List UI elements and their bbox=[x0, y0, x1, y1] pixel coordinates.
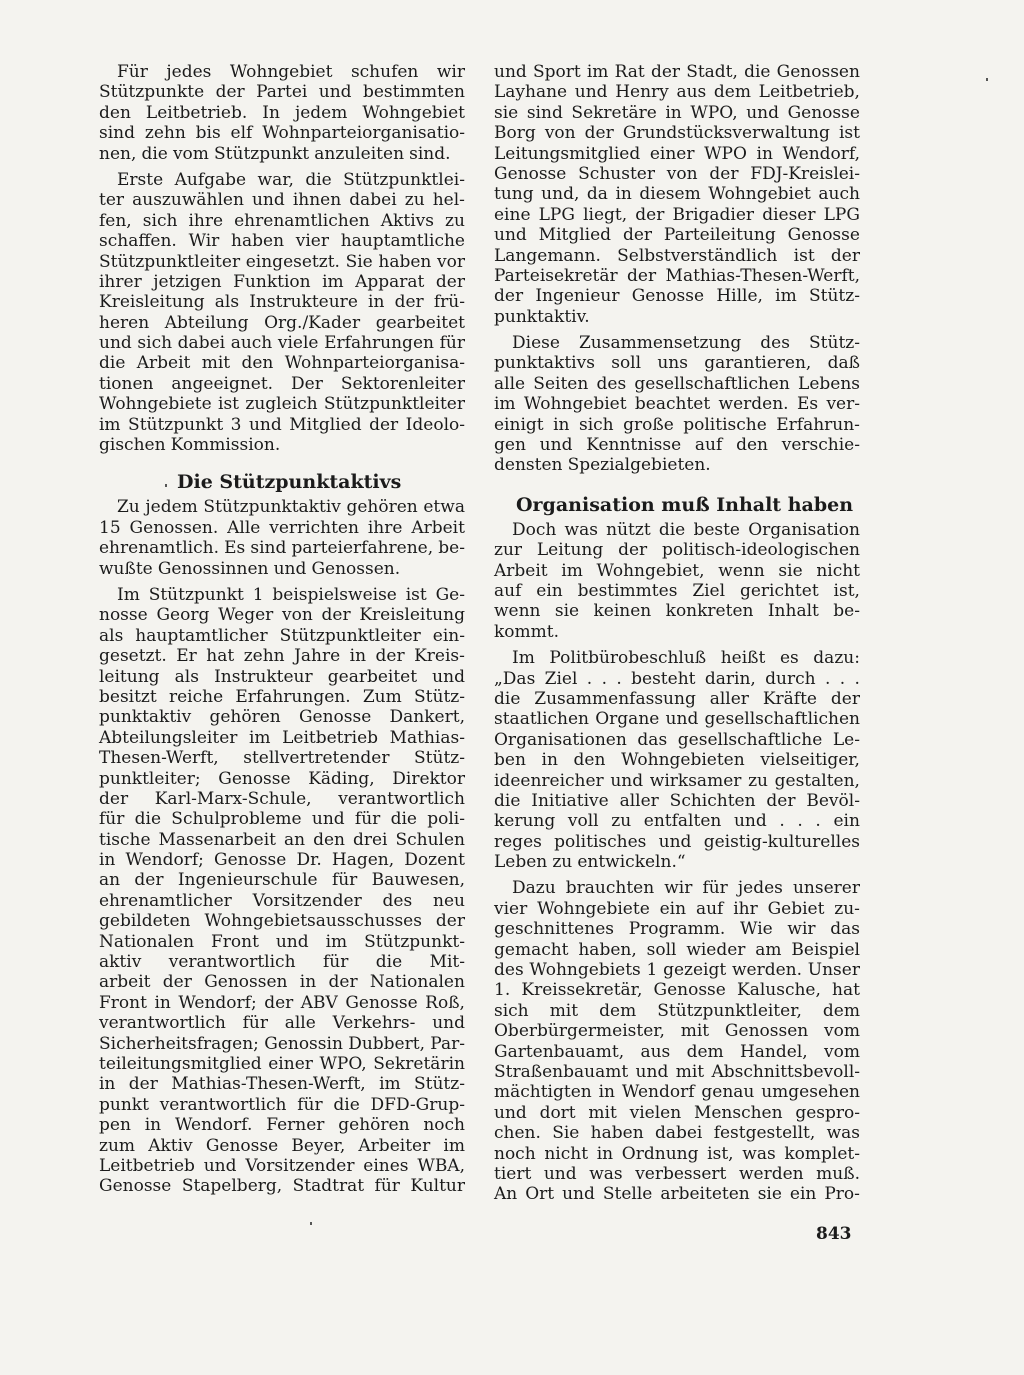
text-line: noch nicht in Ordnung ist, was komplet- bbox=[494, 1143, 860, 1164]
text-line: punktaktiv gehören Genosse Dankert, bbox=[99, 707, 465, 728]
text-line: Dazu brauchten wir für jedes unserer bbox=[512, 878, 860, 899]
text-line: Leitbetrieb und Vorsitzender eines WBA, bbox=[99, 1155, 465, 1176]
text-line: Organisationen das gesellschaftliche Le- bbox=[494, 729, 860, 750]
text-line: Front in Wendorf; der ABV Genosse Roß, bbox=[99, 992, 465, 1013]
text-line: besitzt reiche Erfahrungen. Zum Stütz- bbox=[99, 686, 465, 707]
text-line: teileitungsmitglied einer WPO, Sekretärin bbox=[99, 1053, 465, 1074]
text-line: staatlichen Organe und gesellschaftlichen bbox=[494, 709, 860, 730]
text-line: die Zusammenfassung aller Kräfte der bbox=[494, 688, 860, 709]
text-line: ehrenamtlich. Es sind parteierfahrene, be- bbox=[99, 538, 465, 559]
text-line: Arbeit im Wohngebiet, wenn sie nicht bbox=[494, 560, 860, 581]
text-line: densten Spezialgebieten. bbox=[494, 455, 711, 476]
text-line: kommt. bbox=[494, 621, 560, 642]
text-line: Gartenbauamt, aus dem Handel, vom bbox=[494, 1041, 860, 1062]
text-line: des Wohngebiets 1 gezeigt werden. Unser bbox=[494, 960, 860, 981]
text-line: punktleiter; Genosse Käding, Direktor bbox=[99, 768, 465, 789]
text-line: tische Massenarbeit an den drei Schulen bbox=[99, 829, 465, 850]
text-line: sich mit dem Stützpunktleiter, dem bbox=[494, 1000, 860, 1021]
text-line: nen, die vom Stützpunkt anzuleiten sind. bbox=[99, 143, 451, 164]
text-line: Langemann. Selbstverständlich ist der bbox=[494, 245, 860, 266]
section-heading: Die Stützpunktaktivs bbox=[177, 471, 402, 494]
text-line: heren Abteilung Org./Kader gearbeitet bbox=[99, 312, 465, 333]
text-line: „Das Ziel . . . besteht darin, durch . . . bbox=[494, 668, 860, 689]
text-line: mächtigten in Wendorf genau umgesehen bbox=[494, 1082, 860, 1103]
text-line: wenn sie keinen konkreten Inhalt be- bbox=[494, 601, 860, 622]
text-line: Layhane und Henry aus dem Leitbetrieb, bbox=[494, 82, 860, 103]
text-line: eine LPG liegt, der Brigadier dieser LPG bbox=[494, 204, 860, 225]
left-column bbox=[99, 62, 465, 1203]
text-line: ihrer jetzigen Funktion im Apparat der bbox=[99, 271, 465, 292]
text-line: die Arbeit mit den Wohnparteiorganisa- bbox=[99, 353, 465, 374]
text-line: 15 Genossen. Alle verrichten ihre Arbeit bbox=[99, 517, 465, 538]
text-line: an der Ingenieurschule für Bauwesen, bbox=[99, 870, 465, 891]
text-line: Kreisleitung als Instrukteure in der frü- bbox=[99, 292, 465, 313]
scan-speck bbox=[310, 1222, 312, 1225]
text-line: alle Seiten des gesellschaftlichen Lebens bbox=[494, 373, 860, 394]
text-line: der Karl-Marx-Schule, verantwortlich bbox=[99, 788, 465, 809]
text-line: verantwortlich für alle Verkehrs- und bbox=[99, 1013, 465, 1034]
text-line: Leitungsmitglied einer WPO in Wendorf, bbox=[494, 143, 860, 164]
text-line: punktaktivs soll uns garantieren, daß bbox=[494, 353, 860, 374]
text-line: in der Mathias-Thesen-Werft, im Stütz- bbox=[99, 1074, 465, 1095]
text-line: sie sind Sekretäre in WPO, und Genosse bbox=[494, 102, 860, 123]
text-line: tionen angeeignet. Der Sektorenleiter bbox=[99, 373, 465, 394]
text-line: Erste Aufgabe war, die Stützpunktlei- bbox=[117, 169, 465, 190]
text-line: für die Schulprobleme und für die poli- bbox=[99, 809, 465, 830]
text-line: Im Stützpunkt 1 beispielsweise ist Ge- bbox=[117, 584, 465, 605]
text-line: Sicherheitsfragen; Genossin Dubbert, Par- bbox=[99, 1033, 465, 1054]
text-line: zum Aktiv Genosse Beyer, Arbeiter im bbox=[99, 1135, 465, 1156]
text-line: ehrenamtlicher Vorsitzender des neu bbox=[99, 890, 465, 911]
paragraph bbox=[494, 333, 860, 476]
text-line: geschnittenes Programm. Wie wir das bbox=[494, 919, 860, 940]
text-line: und sich dabei auch viele Erfahrungen für bbox=[99, 333, 465, 354]
text-line: gen und Kenntnisse auf den verschie- bbox=[494, 435, 860, 456]
text-line: tung und, da in diesem Wohngebiet auch bbox=[494, 184, 860, 205]
text-line: Genosse Schuster von der FDJ-Kreislei- bbox=[494, 163, 860, 184]
text-line: im Wohngebiet beachtet werden. Es ver- bbox=[494, 394, 860, 415]
text-line: Doch was nützt die beste Organisation bbox=[512, 519, 860, 540]
text-line: Wohngebiete ist zugleich Stützpunktleiter bbox=[99, 394, 465, 415]
text-line: einigt in sich große politische Erfahrun- bbox=[494, 414, 860, 435]
text-line: Stützpunktleiter eingesetzt. Sie haben vor bbox=[99, 251, 465, 272]
text-line: tiert und was verbessert werden muß. bbox=[494, 1163, 860, 1184]
text-line: Stützpunkte der Partei und bestimmten bbox=[99, 82, 465, 103]
paragraph bbox=[494, 520, 860, 642]
text-line: zur Leitung der politisch-ideologischen bbox=[494, 540, 860, 561]
text-line: Leben zu entwickeln.“ bbox=[494, 852, 686, 873]
text-line: punkt verantwortlich für die DFD-Grup- bbox=[99, 1094, 465, 1115]
section-heading: Organisation muß Inhalt haben bbox=[516, 493, 854, 516]
paragraph bbox=[494, 62, 860, 327]
text-line: reges politisches und geistig-kulturelles bbox=[494, 831, 860, 852]
text-line: und Sport im Rat der Stadt, die Genossen bbox=[494, 62, 860, 82]
text-line: gebildeten Wohngebietsausschusses der bbox=[99, 911, 465, 932]
text-line: chen. Sie haben dabei festgestellt, was bbox=[494, 1123, 860, 1144]
text-line: vier Wohngebiete ein auf ihr Gebiet zu- bbox=[494, 898, 860, 919]
text-line: Nationalen Front und im Stützpunkt- bbox=[99, 931, 465, 952]
text-line: An Ort und Stelle arbeiteten sie ein Pro- bbox=[494, 1184, 860, 1205]
text-line: 1. Kreissekretär, Genosse Kalusche, hat bbox=[494, 980, 860, 1001]
text-line: Genosse Stapelberg, Stadtrat für Kultur bbox=[99, 1176, 465, 1197]
text-line: Für jedes Wohngebiet schufen wir bbox=[117, 62, 465, 82]
text-line: gemacht haben, soll wieder am Beispiel bbox=[494, 939, 860, 960]
text-line: sind zehn bis elf Wohnparteiorganisatio- bbox=[99, 123, 465, 144]
text-line: Abteilungsleiter im Leitbetrieb Mathias- bbox=[99, 727, 465, 748]
text-line: Im Politbürobeschluß heißt es dazu: bbox=[512, 648, 860, 669]
text-line: gesetzt. Er hat zehn Jahre in der Kreis- bbox=[99, 646, 465, 667]
text-line: gischen Kommission. bbox=[99, 435, 281, 456]
text-line: auf ein bestimmtes Ziel gerichtet ist, bbox=[494, 580, 860, 601]
text-line: in Wendorf; Genosse Dr. Hagen, Dozent bbox=[99, 850, 465, 871]
text-line: die Initiative aller Schichten der Bevöl- bbox=[494, 790, 860, 811]
text-line: leitung als Instrukteur gearbeitet und bbox=[99, 666, 465, 687]
right-column bbox=[494, 62, 860, 1211]
text-line: Thesen-Werft, stellvertretender Stütz- bbox=[99, 748, 465, 769]
text-line: pen in Wendorf. Ferner gehören noch bbox=[99, 1115, 465, 1136]
text-line: aktiv verantwortlich für die Mit- bbox=[99, 952, 465, 973]
paragraph bbox=[99, 170, 465, 455]
text-line: und Mitglied der Parteileitung Genosse bbox=[494, 225, 860, 246]
text-line: Oberbürgermeister, mit Genossen vom bbox=[494, 1021, 860, 1042]
text-line: punktaktiv. bbox=[494, 306, 590, 327]
scan-speck bbox=[986, 78, 988, 81]
paragraph bbox=[494, 648, 860, 872]
text-line: der Ingenieur Genosse Hille, im Stütz- bbox=[494, 286, 860, 307]
text-line: Parteisekretär der Mathias-Thesen-Werft, bbox=[494, 265, 860, 286]
text-line: nosse Georg Weger von der Kreisleitung bbox=[99, 605, 465, 626]
paragraph bbox=[99, 497, 465, 579]
page-number: 843 bbox=[816, 1224, 852, 1244]
text-line: Borg von der Grundstücksverwaltung ist bbox=[494, 123, 860, 144]
text-line: und dort mit vielen Menschen gespro- bbox=[494, 1102, 860, 1123]
text-line: schaffen. Wir haben vier hauptamtliche bbox=[99, 231, 465, 252]
text-line: Straßenbauamt und mit Abschnittsbevoll- bbox=[494, 1061, 860, 1082]
text-line: ideenreicher und wirksamer zu gestalten, bbox=[494, 770, 860, 791]
paragraph bbox=[99, 62, 465, 164]
text-line: im Stützpunkt 3 und Mitglied der Ideolo- bbox=[99, 414, 465, 435]
text-line: ben in den Wohngebieten vielseitiger, bbox=[494, 750, 860, 771]
text-line: als hauptamtlicher Stützpunktleiter ein- bbox=[99, 625, 465, 646]
paragraph bbox=[99, 585, 465, 1197]
text-line: fen, sich ihre ehrenamtlichen Aktivs zu bbox=[99, 210, 465, 231]
text-line: kerung voll zu entfalten und . . . ein bbox=[494, 811, 860, 832]
text-line: wußte Genossinnen und Genossen. bbox=[99, 558, 401, 579]
text-line: ter auszuwählen und ihnen dabei zu hel- bbox=[99, 190, 465, 211]
scan-speck bbox=[165, 484, 167, 487]
text-line: den Leitbetrieb. In jedem Wohngebiet bbox=[99, 102, 465, 123]
text-line: arbeit der Genossen in der Nationalen bbox=[99, 972, 465, 993]
text-line: Diese Zusammensetzung des Stütz- bbox=[512, 333, 860, 354]
text-line: Zu jedem Stützpunktaktiv gehören etwa bbox=[117, 497, 465, 518]
paragraph bbox=[494, 878, 860, 1204]
